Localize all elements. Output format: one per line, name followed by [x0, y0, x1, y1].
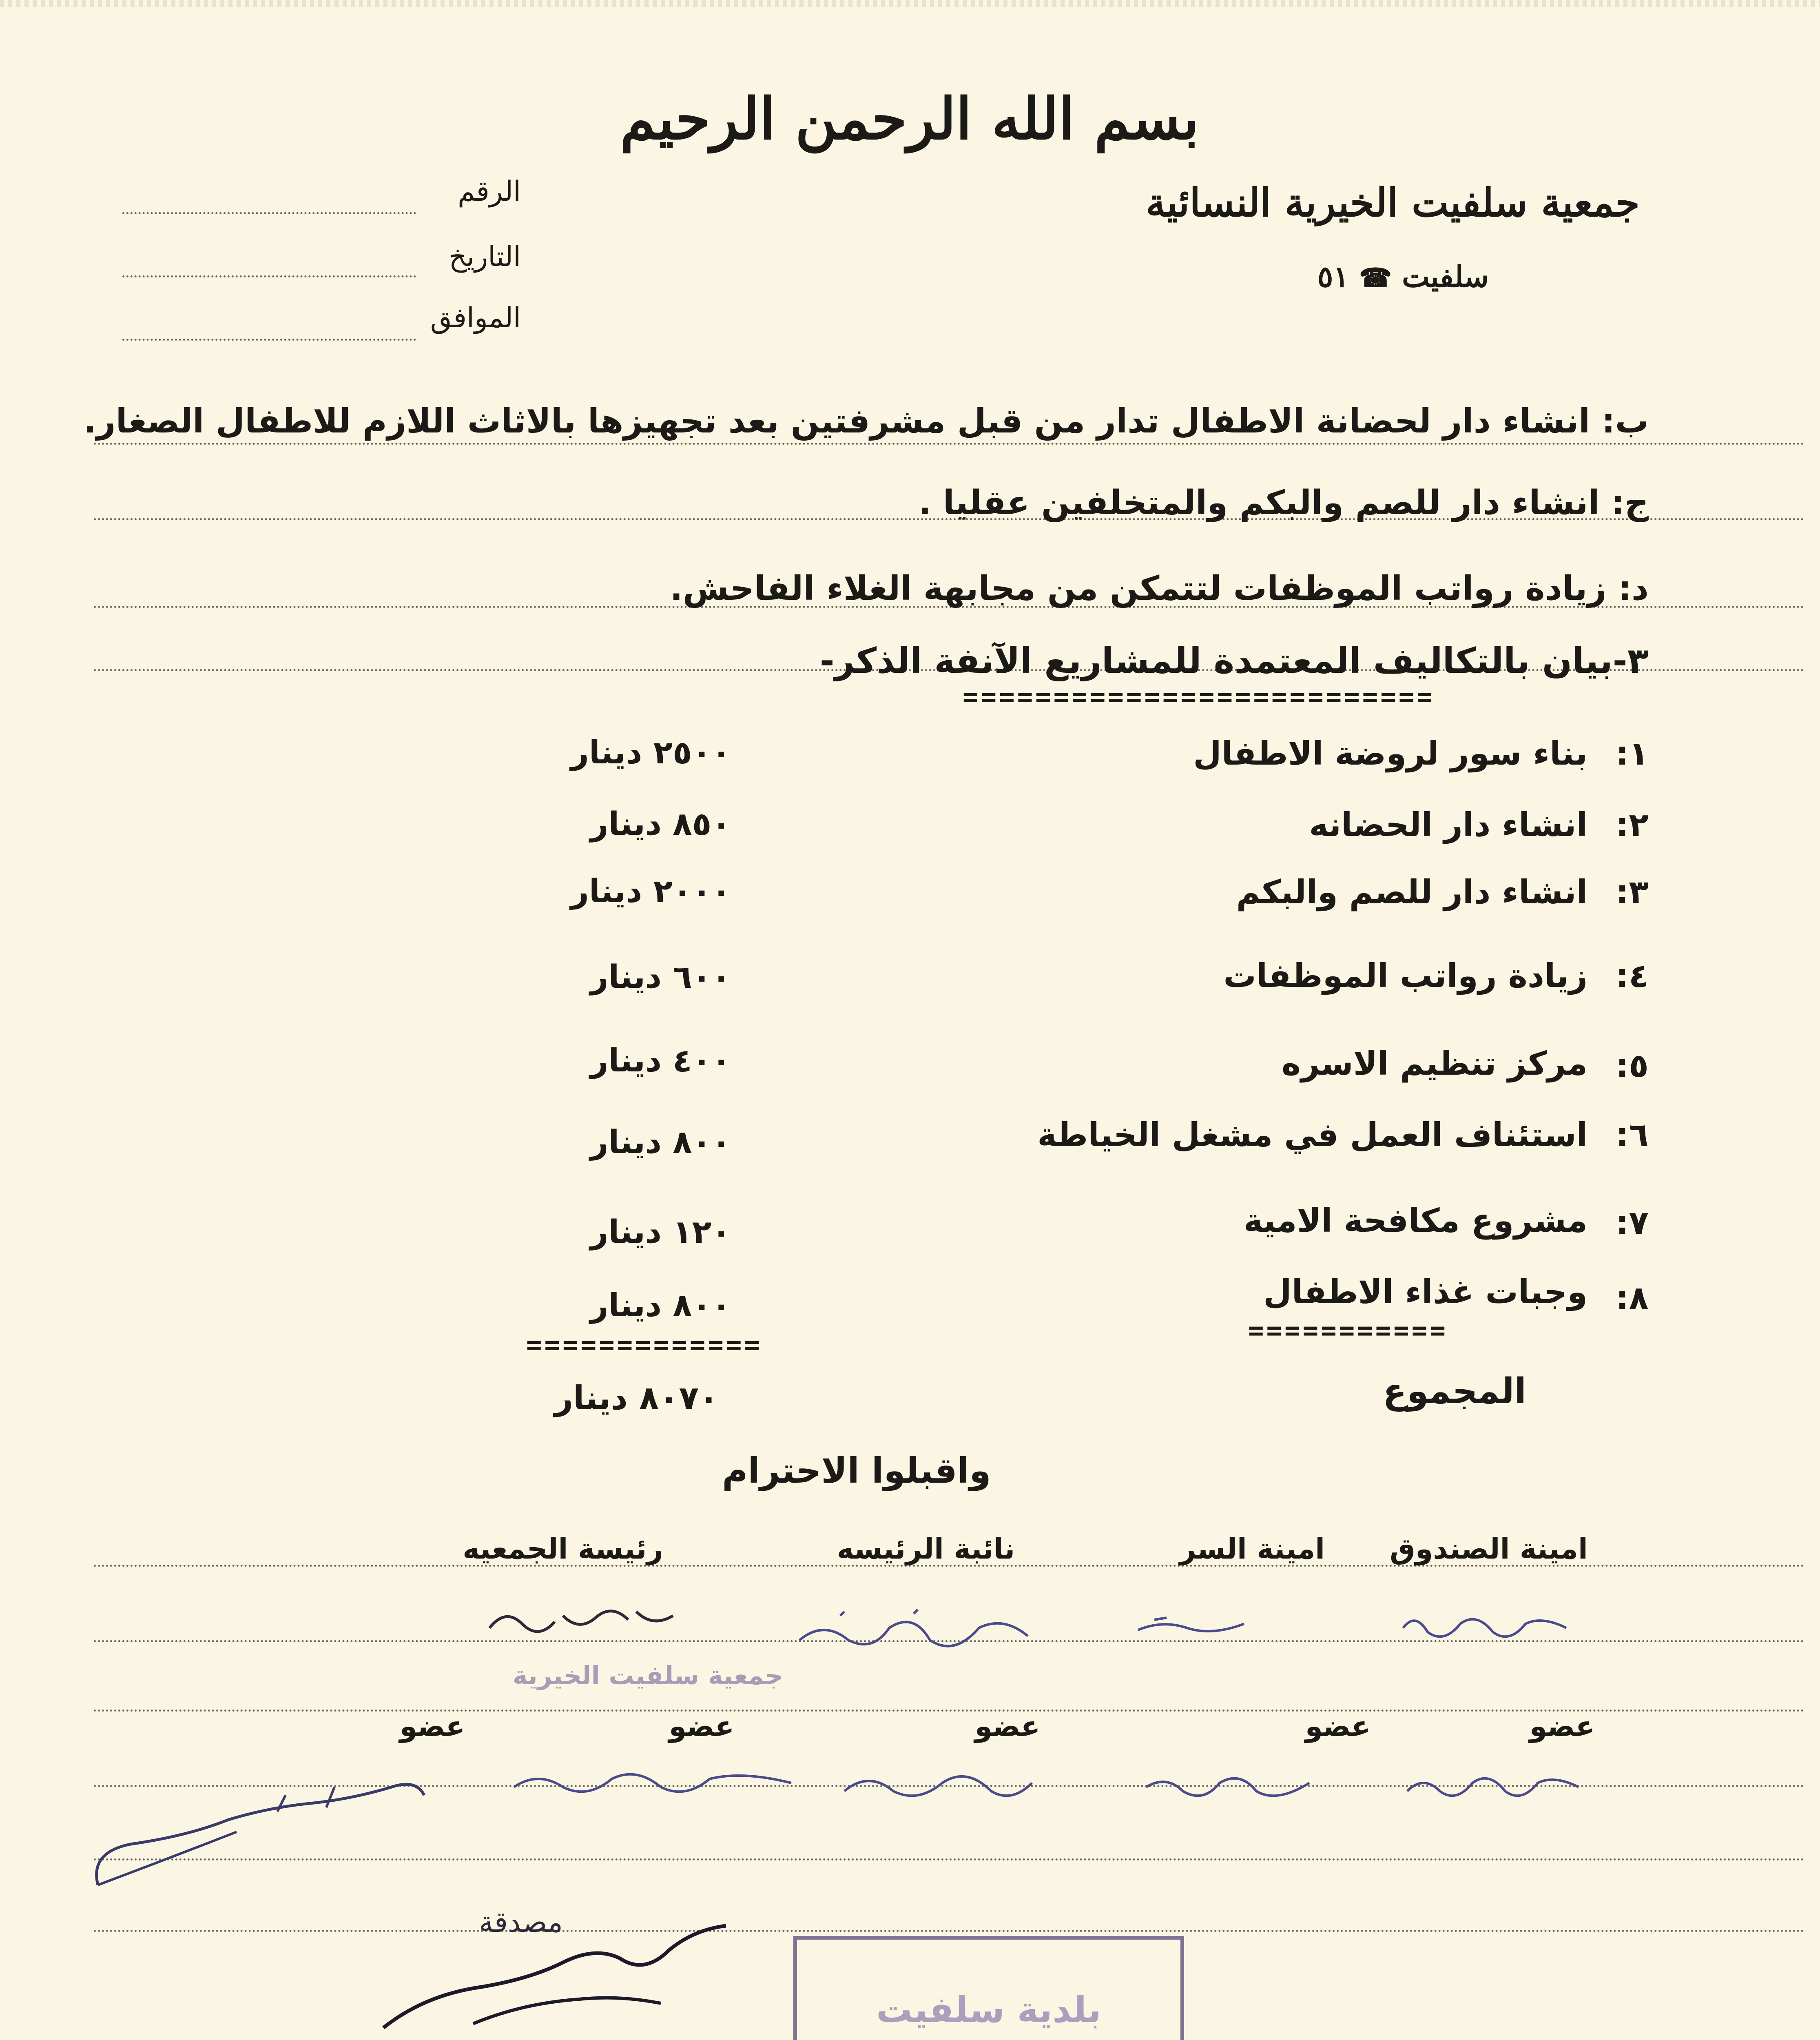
phone-number: ٥١: [1317, 259, 1349, 294]
vice-president-title: نائبة الرئيسه: [837, 1532, 1015, 1565]
body-line-j: ج: انشاء دار للصم والبكم والمتخلفين عقليا .: [919, 483, 1649, 522]
item-number: ٢:: [1616, 806, 1649, 844]
body-line-b: ب: انشاء دار لحضانة الاطفال تدار من قبل مشرفتين بعد تجهيزها بالاثاث اللازم للاطفال الصغار.: [84, 402, 1649, 441]
date-field-line: [122, 275, 416, 277]
total-amount: ٨٠٧٠ دينار: [554, 1379, 719, 1417]
item-number: ٦:: [1616, 1116, 1649, 1154]
item-number: ٣:: [1616, 873, 1649, 911]
municipality-stamp-title: بلدية سلفيت: [876, 1989, 1101, 2031]
item-amount: ٨٥٠ دينار: [590, 806, 731, 843]
number-field-line: [122, 212, 416, 214]
member-signature: [82, 1771, 432, 1901]
paper-edge: [0, 0, 1820, 7]
body-line-d: د: زيادة رواتب الموظفات لتتمكن من مجابهة الغلاء الفاحش.: [670, 569, 1649, 608]
secretary-title: امينة السر: [1179, 1532, 1325, 1565]
item-label: انشاء دار للصم والبكم: [1236, 873, 1588, 911]
location-text: سلفيت: [1402, 259, 1489, 294]
item-amount: ٤٠٠ دينار: [590, 1042, 731, 1079]
item-number: ١:: [1616, 734, 1649, 772]
member-signature: [1399, 1763, 1587, 1807]
item-number: ٨:: [1616, 1279, 1649, 1317]
item-label: مركز تنظيم الاسره: [1282, 1044, 1588, 1082]
organization-location: [1285, 259, 1489, 294]
item-number: ٥:: [1616, 1047, 1649, 1084]
member-title: عضو: [1305, 1710, 1371, 1743]
member-signature: [836, 1758, 1040, 1807]
total-label: المجموع: [1383, 1371, 1526, 1412]
member-title: عضو: [669, 1710, 735, 1743]
item-label: بناء سور لروضة الاطفال: [1193, 734, 1588, 772]
treasurer-title: امينة الصندوق: [1390, 1532, 1588, 1565]
item-amount: ٦٠٠ دينار: [590, 959, 731, 996]
secretary-signature: [1130, 1608, 1252, 1640]
item-label: مشروع مكافحة الامية: [1243, 1202, 1588, 1240]
item-amount: ٨٠٠ دينار: [590, 1124, 731, 1161]
ruled-line: [94, 1930, 1805, 1932]
organization-name: جمعية سلفيت الخيرية النسائية: [1146, 180, 1640, 226]
member-signature: [1138, 1763, 1317, 1807]
corresponding-label: الموافق: [430, 302, 521, 334]
item-number: ٤:: [1616, 957, 1649, 995]
president-signature: [481, 1599, 685, 1640]
item-label: وجبات غذاء الاطفال: [1263, 1273, 1588, 1311]
number-label: الرقم: [458, 175, 521, 208]
item-number: ٧:: [1616, 1204, 1649, 1242]
vice-president-signature: [791, 1603, 1036, 1661]
item-label: استئناف العمل في مشغل الخياطة: [1037, 1116, 1588, 1154]
municipality-box-stamp: [793, 1936, 1184, 2040]
member-title: عضو: [974, 1710, 1041, 1743]
section-title: ٣-بيان بالتكاليف المعتمدة للمشاريع الآنفة الذكر-: [819, 641, 1649, 681]
society-stamp: جمعية سلفيت الخيرية: [512, 1661, 783, 1690]
label-underline: ===========: [1248, 1316, 1448, 1346]
corresponding-field-line: [122, 339, 416, 341]
amount-underline: =============: [526, 1330, 762, 1360]
treasurer-signature: [1395, 1603, 1574, 1648]
telephone-icon: ☎: [1359, 263, 1392, 293]
double-underline: ==========================: [963, 682, 1435, 712]
basmala-heading: بسم الله الرحمن الرحيم: [620, 86, 1199, 153]
ruled-line: [94, 443, 1805, 445]
item-amount: ٢٥٠٠ دينار: [571, 734, 731, 771]
approval-note: مصدقة: [479, 1905, 563, 1939]
item-label: انشاء دار الحضانه: [1309, 806, 1588, 844]
item-amount: ١٢٠ دينار: [590, 1214, 731, 1251]
closing-salutation: واقبلوا الاحترام: [722, 1450, 991, 1491]
member-title: عضو: [399, 1710, 465, 1743]
item-amount: ٢٠٠٠ دينار: [571, 873, 731, 910]
date-label: التاريخ: [449, 241, 521, 273]
mayor-signature: [375, 1914, 751, 2040]
member-signature: [506, 1758, 799, 1803]
item-label: زيادة رواتب الموظفات: [1223, 957, 1588, 995]
item-amount: ٨٠٠ دينار: [590, 1287, 731, 1324]
president-title: رئيسة الجمعيه: [463, 1532, 663, 1565]
member-title: عضو: [1529, 1710, 1595, 1743]
